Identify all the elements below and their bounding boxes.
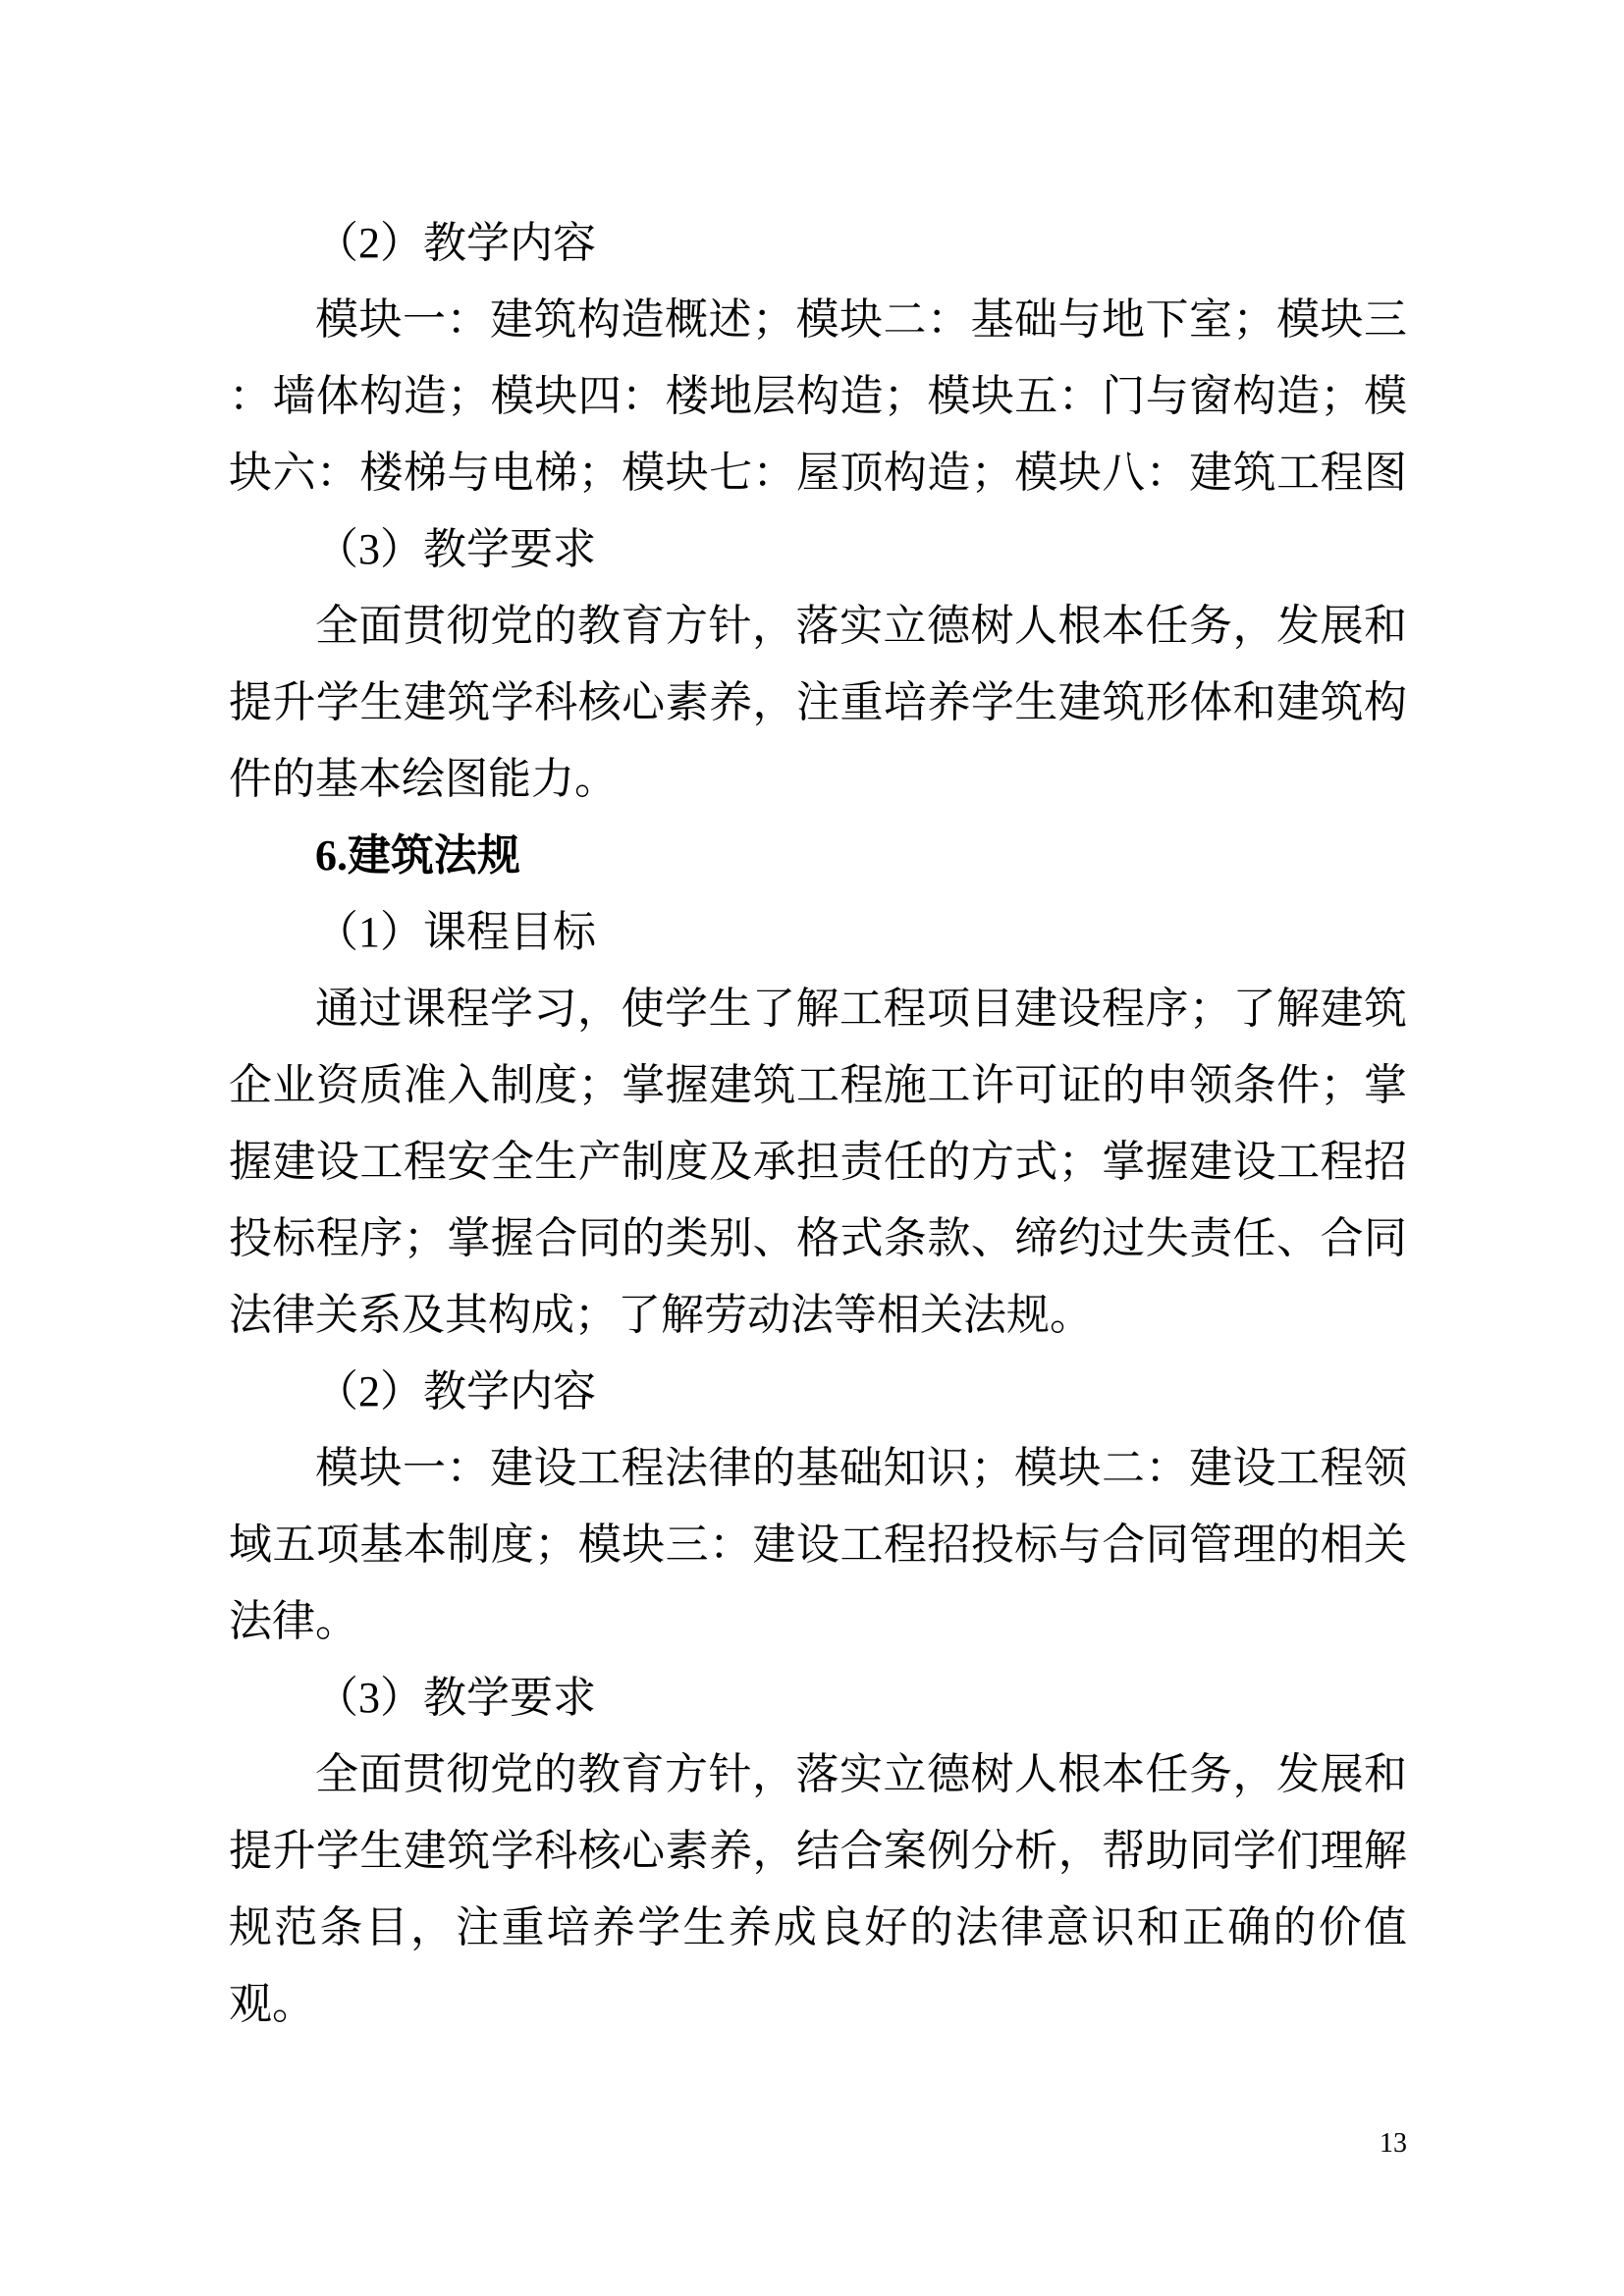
text-line: 件的基本绘图能力。 bbox=[229, 755, 618, 803]
text-line: （2）教学内容 bbox=[315, 1367, 596, 1415]
text-line: ：墙体构造；模块四：楼地层构造；模块五：门与窗构造；模 bbox=[229, 372, 1407, 420]
text-line: 块六：楼梯与电梯；模块七：屋顶构造；模块八：建筑工程图 bbox=[229, 449, 1407, 497]
text-line: 观。 bbox=[229, 1980, 315, 2028]
text-line: 企业资质准入制度；掌握建筑工程施工许可证的申领条件；掌 bbox=[229, 1061, 1407, 1109]
text-line: 投标程序；掌握合同的类别、格式条款、缔约过失责任、合同 bbox=[229, 1214, 1407, 1262]
page-number: 13 bbox=[1380, 2128, 1407, 2159]
text-line: 全面贯彻党的教育方针，落实立德树人根本任务，发展和 bbox=[315, 602, 1407, 650]
document-body bbox=[229, 205, 1407, 2043]
text-line: 通过课程学习，使学生了解工程项目建设程序；了解建筑 bbox=[315, 985, 1407, 1033]
text-line: （1）课程目标 bbox=[315, 908, 596, 956]
text-line: 模块一：建设工程法律的基础知识；模块二：建设工程领 bbox=[315, 1444, 1407, 1492]
text-line: 域五项基本制度；模块三：建设工程招投标与合同管理的相关 bbox=[229, 1521, 1407, 1569]
text-line: 规范条目，注重培养学生养成良好的法律意识和正确的价值 bbox=[229, 1903, 1407, 1951]
text-line: 提升学生建筑学科核心素养，注重培养学生建筑形体和建筑构 bbox=[229, 678, 1407, 726]
text-line: 握建设工程安全生产制度及承担责任的方式；掌握建设工程招 bbox=[229, 1138, 1407, 1186]
text-line: 法律。 bbox=[229, 1597, 358, 1645]
text-line: 法律关系及其构成；了解劳动法等相关法规。 bbox=[229, 1291, 1093, 1339]
section-heading: 6.建筑法规 bbox=[315, 831, 520, 880]
text-line: 全面贯彻党的教育方针，落实立德树人根本任务，发展和 bbox=[315, 1750, 1407, 1798]
text-line: 提升学生建筑学科核心素养，结合案例分析，帮助同学们理解 bbox=[229, 1827, 1407, 1875]
text-line: 模块一：建筑构造概述；模块二：基础与地下室；模块三 bbox=[315, 295, 1407, 344]
text-line: （2）教学内容 bbox=[315, 219, 596, 267]
text-line: （3）教学要求 bbox=[315, 1674, 596, 1722]
text-line: （3）教学要求 bbox=[315, 525, 596, 573]
